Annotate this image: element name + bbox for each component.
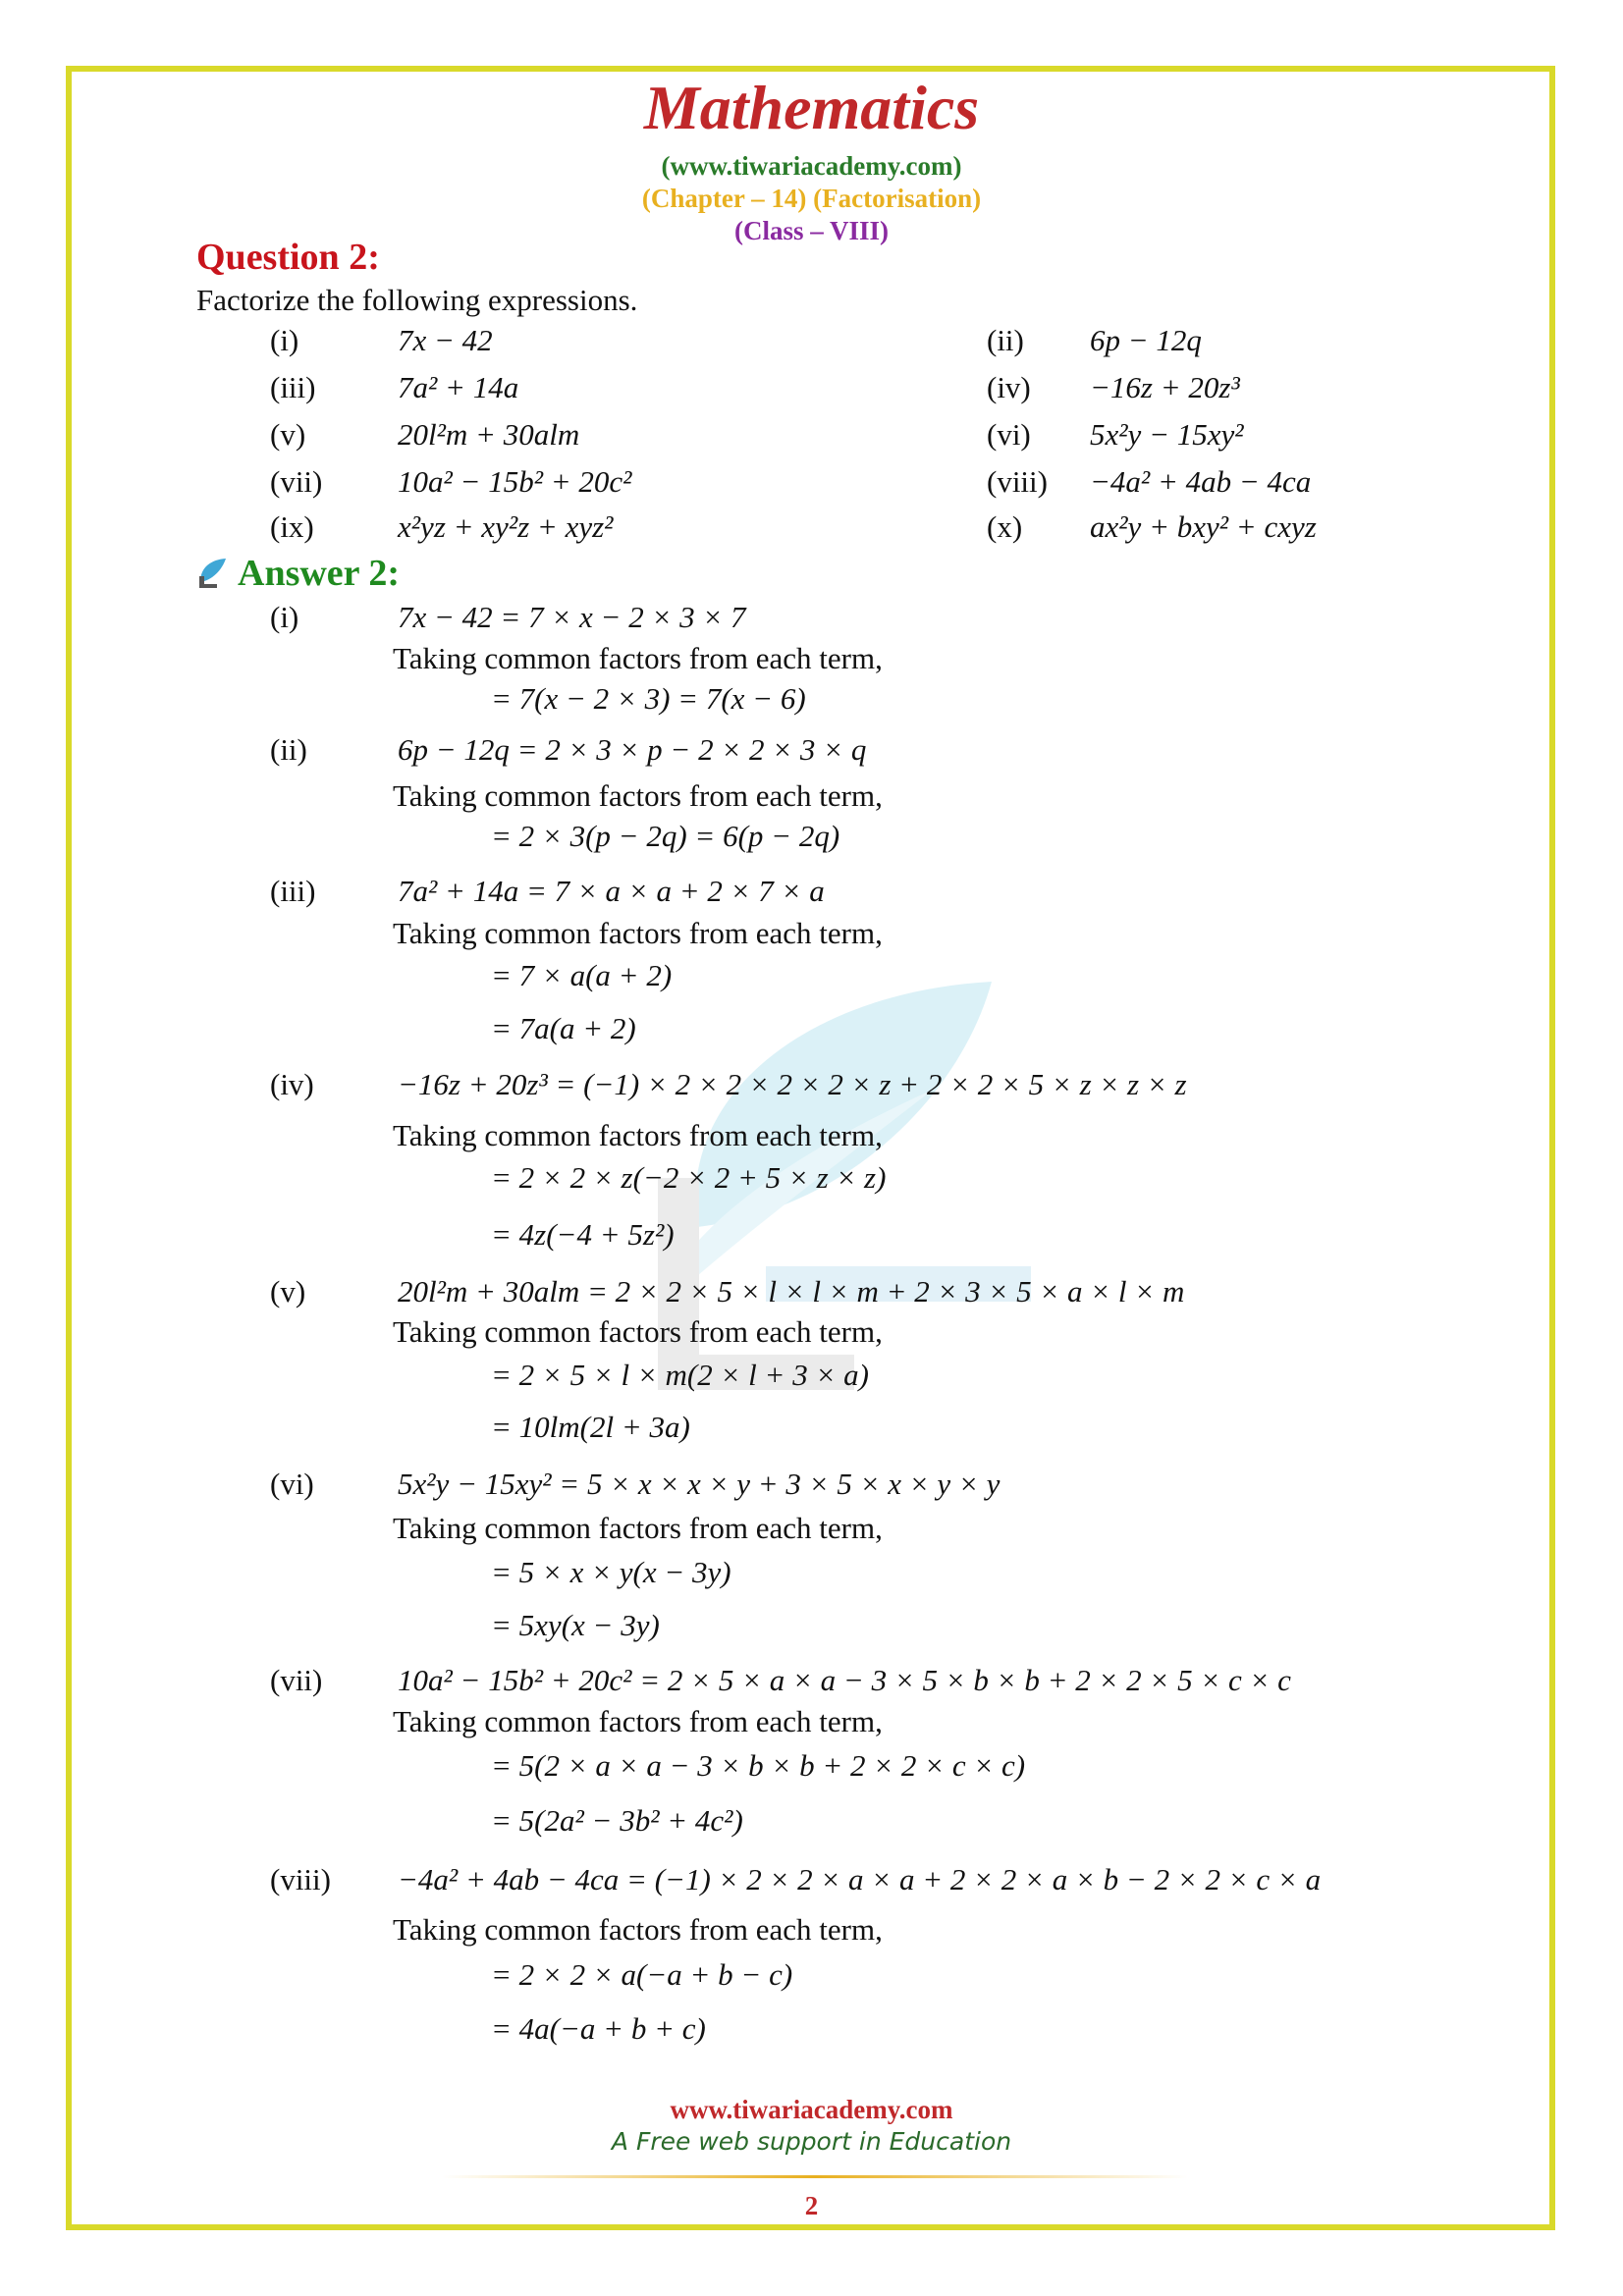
page-title: Mathematics [643,73,980,142]
answer-number: (iv) [270,1067,314,1101]
common-factor-text: Taking common factors from each term, [393,1314,883,1349]
question-number: (ix) [270,509,314,544]
answer-expression: 5x²y − 15xy² = 5 × x × x × y + 3 × 5 × x × y × y [398,1467,1001,1501]
question-expression: x²yz + xy²z + xyz² [398,509,614,544]
answer-number: (vi) [270,1467,314,1501]
question-expression: 5x²y − 15xy² [1090,417,1244,452]
common-factor-text: Taking common factors from each term, [393,778,883,813]
answer-step-text: = 2 × 2 × a(−a + b − c) [491,1957,793,1992]
question-row [0,506,1623,549]
answer-expression: 7x − 42 = 7 × x − 2 × 3 × 7 [398,600,746,634]
question-expression: −4a² + 4ab − 4ca [1090,464,1312,499]
answer-number: (iii) [270,874,316,908]
footer-site-link[interactable]: www.tiwariacademy.com [670,2095,953,2124]
answer-step-text: = 7 × a(a + 2) [491,958,673,992]
answer-expression: −16z + 20z³ = (−1) × 2 × 2 × 2 × 2 × z + 2 × 2 × 5 × z × z × z [398,1067,1187,1101]
answer-step-text: = 4z(−4 + 5z²) [491,1217,675,1252]
answer-number: (viii) [270,1862,331,1896]
question-number: (ii) [987,323,1024,357]
answer-number: (i) [270,600,299,634]
question-number: (i) [270,323,299,357]
page-footer [0,2093,1623,2158]
common-factor-text: Taking common factors from each term, [393,1511,883,1545]
answer-step-text: = 2 × 5 × l × m(2 × l + 3 × a) [491,1358,869,1392]
question-expression: 7a² + 14a [398,370,519,404]
answer-heading-label: Answer 2: [238,553,401,594]
page-number: 2 [804,2191,819,2220]
answer-step-text: = 7a(a + 2) [491,1011,636,1045]
answer-step-text: = 5(2a² − 3b² + 4c²) [491,1803,743,1838]
question-number: (x) [987,509,1023,544]
question-row [0,366,1623,409]
chapter-label: (Chapter – 14) (Factorisation) [641,184,982,213]
answer-step-text: = 2 × 2 × z(−2 × 2 + 5 × z × z) [491,1160,887,1195]
question-expression: 7x − 42 [398,323,493,357]
question-expression: −16z + 20z³ [1090,370,1240,404]
question-row [0,460,1623,504]
question-expression: 20l²m + 30alm [398,417,580,452]
question-expression: ax²y + bxy² + cxyz [1090,509,1317,544]
answer-step-text: = 5xy(x − 3y) [491,1608,660,1642]
class-label: (Class – VIII) [733,216,890,245]
common-factor-text: Taking common factors from each term, [393,1704,883,1738]
answer-step-text: = 7(x − 2 × 3) = 7(x − 6) [491,681,806,716]
answer-expression: 6p − 12q = 2 × 3 × p − 2 × 2 × 3 × q [398,732,867,767]
answer-expression: 7a² + 14a = 7 × a × a + 2 × 7 × a [398,874,825,908]
footer-divider [442,2175,1188,2178]
answer-expression: −4a² + 4ab − 4ca = (−1) × 2 × 2 × a × a + 2 × 2 × a × b − 2 × 2 × c × a [398,1862,1322,1896]
answer-step-text: = 5 × x × y(x − 3y) [491,1555,731,1589]
question-prompt: Factorize the following expressions. [196,283,638,317]
answer-expression: 10a² − 15b² + 20c² = 2 × 5 × a × a − 3 × 5 × b × b + 2 × 2 × 5 × c × c [398,1663,1291,1697]
tiwari-logo-icon [196,557,230,590]
question-heading: Question 2: [196,237,380,278]
page-header [0,71,1623,247]
question-number: (vi) [987,417,1031,452]
answer-step-text: = 4a(−a + b + c) [491,2011,706,2046]
question-number: (iii) [270,370,316,404]
question-number: (viii) [987,464,1048,499]
answer-step-text: = 10lm(2l + 3a) [491,1410,690,1444]
question-number: (iv) [987,370,1031,404]
question-row [0,413,1623,456]
question-expression: 10a² − 15b² + 20c² [398,464,632,499]
answer-heading [196,552,400,595]
common-factor-text: Taking common factors from each term, [393,1118,883,1152]
answer-expression: 20l²m + 30alm = 2 × 2 × 5 × l × l × m + 2 × 3 × 5 × a × l × m [398,1274,1185,1308]
answer-number: (ii) [270,732,307,767]
common-factor-text: Taking common factors from each term, [393,1912,883,1947]
answer-number: (v) [270,1274,306,1308]
site-link[interactable]: (www.tiwariacademy.com) [661,151,962,181]
question-number: (vii) [270,464,323,499]
common-factor-text: Taking common factors from each term, [393,641,883,675]
footer-tagline: A Free web support in Education [611,2127,1012,2156]
answer-step-text: = 2 × 3(p − 2q) = 6(p − 2q) [491,819,840,853]
question-number: (v) [270,417,306,452]
common-factor-text: Taking common factors from each term, [393,916,883,950]
answer-step-text: = 5(2 × a × a − 3 × b × b + 2 × 2 × c × c) [491,1748,1026,1783]
question-row [0,319,1623,362]
answer-number: (vii) [270,1663,323,1697]
question-expression: 6p − 12q [1090,323,1202,357]
